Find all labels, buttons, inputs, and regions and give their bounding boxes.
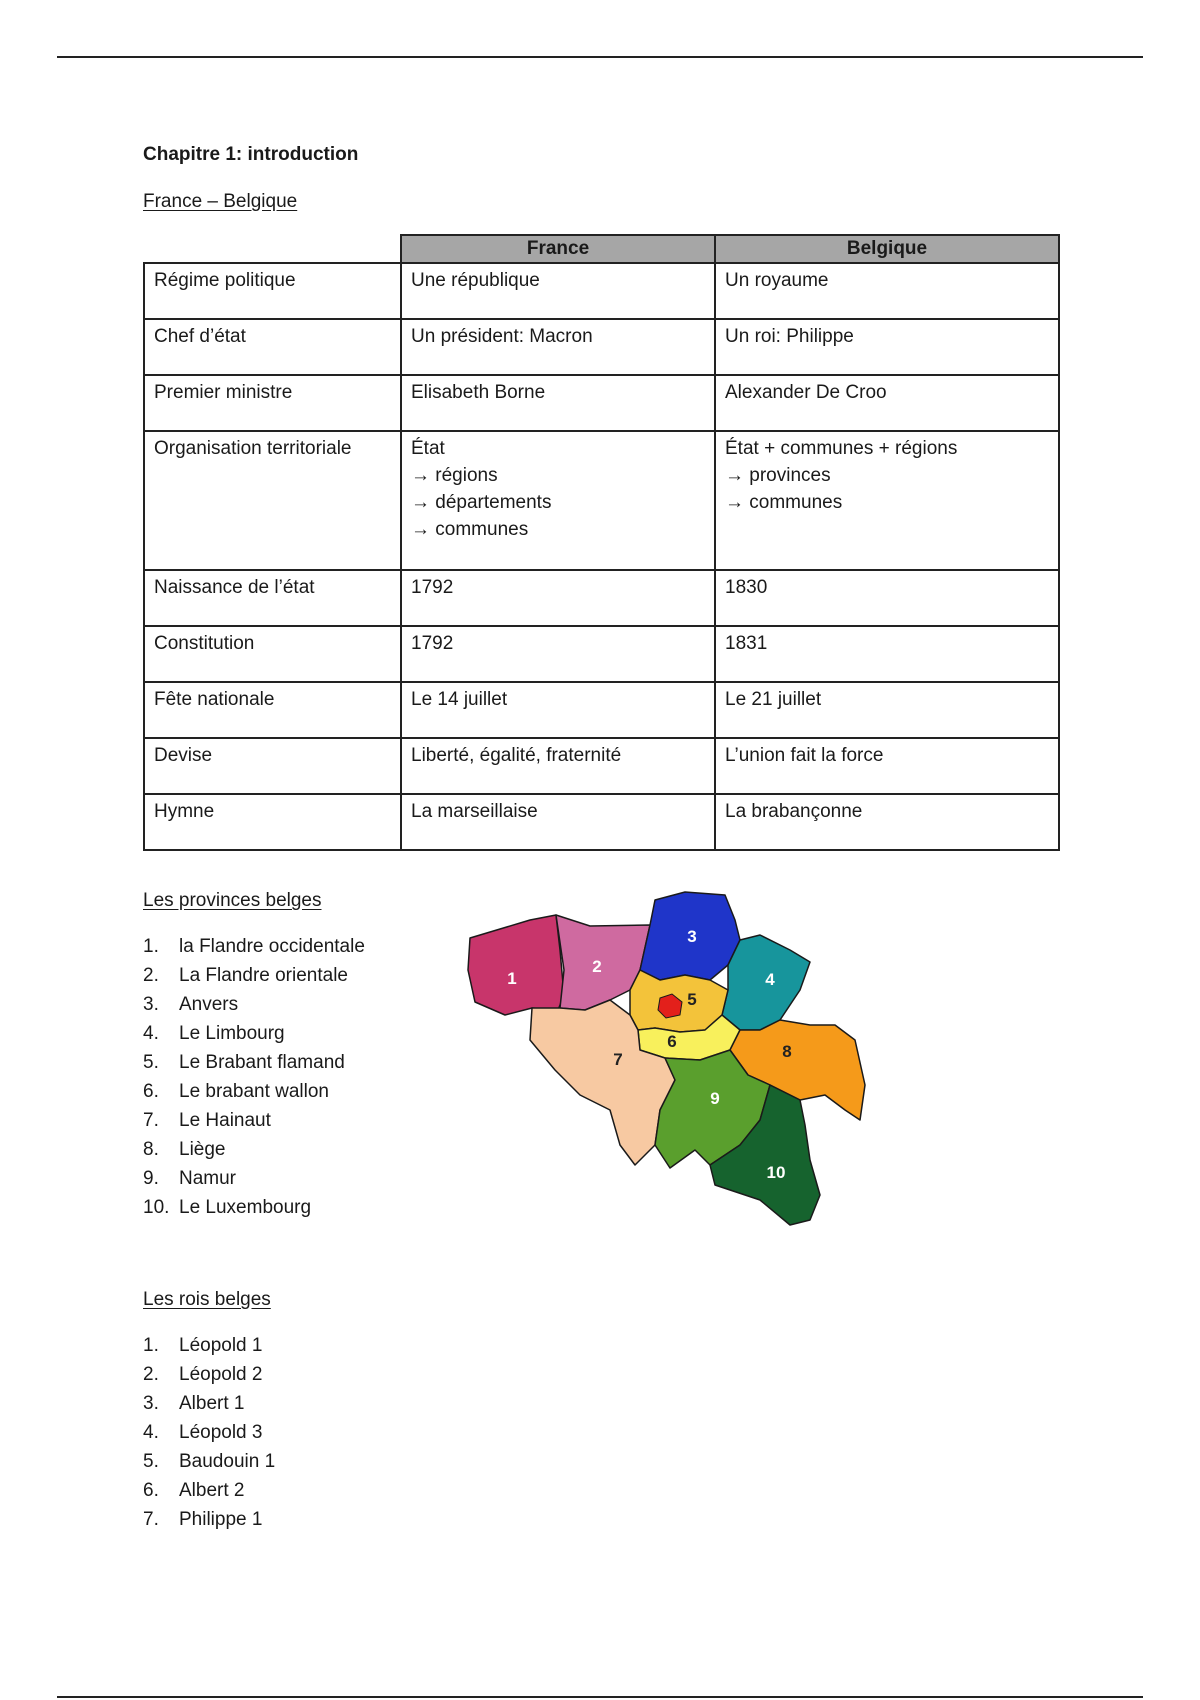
row-label: [144, 738, 401, 794]
kings-list: [143, 1331, 275, 1534]
belgium-provinces-map: [460, 890, 900, 1260]
king-list-item: [143, 1331, 275, 1360]
table-row: [144, 375, 1059, 431]
cell-france-line: → régions: [411, 465, 498, 486]
table-row: [144, 626, 1059, 682]
row-label-text: Hymne: [154, 801, 215, 822]
province-list-item: [143, 1106, 365, 1135]
king-list-item: [143, 1360, 275, 1389]
cell-france: [401, 626, 715, 682]
list-item-text: Anvers: [179, 994, 239, 1015]
map-label-3: 3: [687, 927, 697, 946]
cell-france: [401, 375, 715, 431]
list-number: 4.: [143, 1422, 159, 1443]
row-label: [144, 375, 401, 431]
cell-belgique-line: 1830: [725, 577, 768, 598]
list-item-text: La Flandre orientale: [179, 965, 348, 986]
list-item-text: Philippe 1: [179, 1509, 263, 1530]
list-number: 7.: [143, 1509, 159, 1530]
list-number: 9.: [143, 1168, 159, 1189]
row-label: [144, 319, 401, 375]
map-label-4: 4: [765, 970, 775, 989]
table-row: [144, 570, 1059, 626]
map-label-9: 9: [710, 1089, 720, 1108]
cell-france: [401, 263, 715, 319]
cell-belgique-line: L’union fait la force: [725, 745, 884, 766]
list-number: 2.: [143, 965, 159, 986]
list-item-text: Léopold 1: [179, 1335, 263, 1356]
map-label-5: 5: [687, 990, 697, 1009]
list-item-text: Le Hainaut: [179, 1110, 271, 1131]
king-list-item: [143, 1418, 275, 1447]
list-number: 8.: [143, 1139, 159, 1160]
cell-france-line: Elisabeth Borne: [411, 382, 546, 403]
cell-belgique: [715, 738, 1059, 794]
list-number: 3.: [143, 1393, 159, 1414]
map-label-6: 6: [667, 1032, 677, 1051]
row-label-text: Premier ministre: [154, 382, 293, 403]
cell-belgique-line: → provinces: [725, 465, 831, 486]
list-item-text: Baudouin 1: [179, 1451, 276, 1472]
section-heading-france-belgique: France – Belgique: [143, 191, 298, 212]
list-item-text: Le Limbourg: [179, 1023, 285, 1044]
row-label-text: Chef d’état: [154, 326, 246, 347]
king-list-item: [143, 1447, 275, 1476]
top-rule: [57, 56, 1143, 58]
province-list-item: [143, 990, 365, 1019]
section-heading-rois: Les rois belges: [143, 1289, 271, 1310]
province-list-item: [143, 961, 365, 990]
province-list-item: [143, 1048, 365, 1077]
cell-belgique-line: 1831: [725, 633, 768, 654]
list-number: 1.: [143, 1335, 159, 1356]
cell-france-line: Une république: [411, 270, 540, 291]
list-item-text: Le brabant wallon: [179, 1081, 329, 1102]
list-item-text: Le Brabant flamand: [179, 1052, 345, 1073]
cell-belgique-line: État + communes + régions: [725, 438, 958, 459]
row-label: [144, 626, 401, 682]
list-number: 3.: [143, 994, 159, 1015]
king-list-item: [143, 1389, 275, 1418]
row-label: [144, 682, 401, 738]
province-list-item: [143, 1193, 365, 1222]
king-list-item: [143, 1476, 275, 1505]
cell-belgique-line: La brabançonne: [725, 801, 863, 822]
cell-france-line: Un président: Macron: [411, 326, 593, 347]
province-1-shape: [468, 915, 564, 1015]
map-label-7: 7: [613, 1050, 623, 1069]
header-france: France: [401, 235, 715, 263]
list-item-text: la Flandre occidentale: [179, 936, 365, 957]
cell-france: [401, 570, 715, 626]
cell-france-line: → départements: [411, 492, 552, 513]
header-empty-cell: [144, 235, 401, 263]
cell-belgique: [715, 263, 1059, 319]
table-row: [144, 738, 1059, 794]
cell-france-line: 1792: [411, 577, 454, 598]
map-label-1: 1: [507, 969, 517, 988]
list-number: 5.: [143, 1052, 159, 1073]
list-number: 10.: [143, 1197, 170, 1218]
list-item-text: Le Luxembourg: [179, 1197, 312, 1218]
province-list-item: [143, 1019, 365, 1048]
list-number: 4.: [143, 1023, 159, 1044]
cell-belgique: [715, 319, 1059, 375]
list-number: 7.: [143, 1110, 159, 1131]
cell-france: [401, 431, 715, 570]
row-label-text: Constitution: [154, 633, 255, 654]
cell-belgique-line: Le 21 juillet: [725, 689, 822, 710]
list-number: 6.: [143, 1480, 159, 1501]
cell-france-line: Le 14 juillet: [411, 689, 508, 710]
cell-belgique: [715, 570, 1059, 626]
provinces-list: [143, 932, 365, 1222]
cell-france-line: La marseillaise: [411, 801, 538, 822]
cell-belgique-line: Alexander De Croo: [725, 382, 887, 403]
map-label-8: 8: [782, 1042, 792, 1061]
cell-belgique: [715, 682, 1059, 738]
table-row: [144, 682, 1059, 738]
row-label-text: Naissance de l’état: [154, 577, 315, 598]
cell-france: [401, 794, 715, 850]
row-label: [144, 570, 401, 626]
list-item-text: Namur: [179, 1168, 237, 1189]
table-row: [144, 794, 1059, 850]
cell-belgique: [715, 626, 1059, 682]
cell-belgique-line: Un royaume: [725, 270, 829, 291]
header-belgique: Belgique: [715, 235, 1059, 263]
list-number: 2.: [143, 1364, 159, 1385]
row-label: [144, 263, 401, 319]
comparison-table: [143, 234, 1060, 851]
list-item-text: Léopold 3: [179, 1422, 263, 1443]
cell-france: [401, 319, 715, 375]
list-number: 6.: [143, 1081, 159, 1102]
chapter-title: Chapitre 1: introduction: [143, 144, 359, 165]
cell-france-line: État: [411, 438, 445, 459]
list-item-text: Albert 2: [179, 1480, 245, 1501]
cell-france: [401, 738, 715, 794]
row-label-text: Organisation territoriale: [154, 438, 352, 459]
list-item-text: Léopold 2: [179, 1364, 263, 1385]
list-item-text: Albert 1: [179, 1393, 245, 1414]
cell-france: [401, 682, 715, 738]
table-row: [144, 431, 1059, 570]
list-number: 1.: [143, 936, 159, 957]
king-list-item: [143, 1505, 275, 1534]
table-row: [144, 263, 1059, 319]
list-number: 5.: [143, 1451, 159, 1472]
cell-belgique: [715, 375, 1059, 431]
section-heading-provinces: Les provinces belges: [143, 890, 322, 911]
row-label: [144, 794, 401, 850]
map-label-10: 10: [766, 1163, 786, 1182]
province-list-item: [143, 1077, 365, 1106]
province-list-item: [143, 1164, 365, 1193]
cell-france-line: Liberté, égalité, fraternité: [411, 745, 622, 766]
cell-france-line: → communes: [411, 519, 529, 540]
bottom-rule: [57, 1696, 1143, 1698]
province-list-item: [143, 932, 365, 961]
row-label: [144, 431, 401, 570]
cell-belgique: [715, 431, 1059, 570]
province-list-item: [143, 1135, 365, 1164]
table-header-row: [144, 235, 1059, 263]
cell-belgique: [715, 794, 1059, 850]
map-label-2: 2: [592, 957, 602, 976]
cell-belgique-line: Un roi: Philippe: [725, 326, 854, 347]
row-label-text: Fête nationale: [154, 689, 275, 710]
row-label-text: Régime politique: [154, 270, 296, 291]
cell-belgique-line: → communes: [725, 492, 843, 513]
list-item-text: Liège: [179, 1139, 226, 1160]
cell-france-line: 1792: [411, 633, 454, 654]
table-row: [144, 319, 1059, 375]
row-label-text: Devise: [154, 745, 213, 766]
